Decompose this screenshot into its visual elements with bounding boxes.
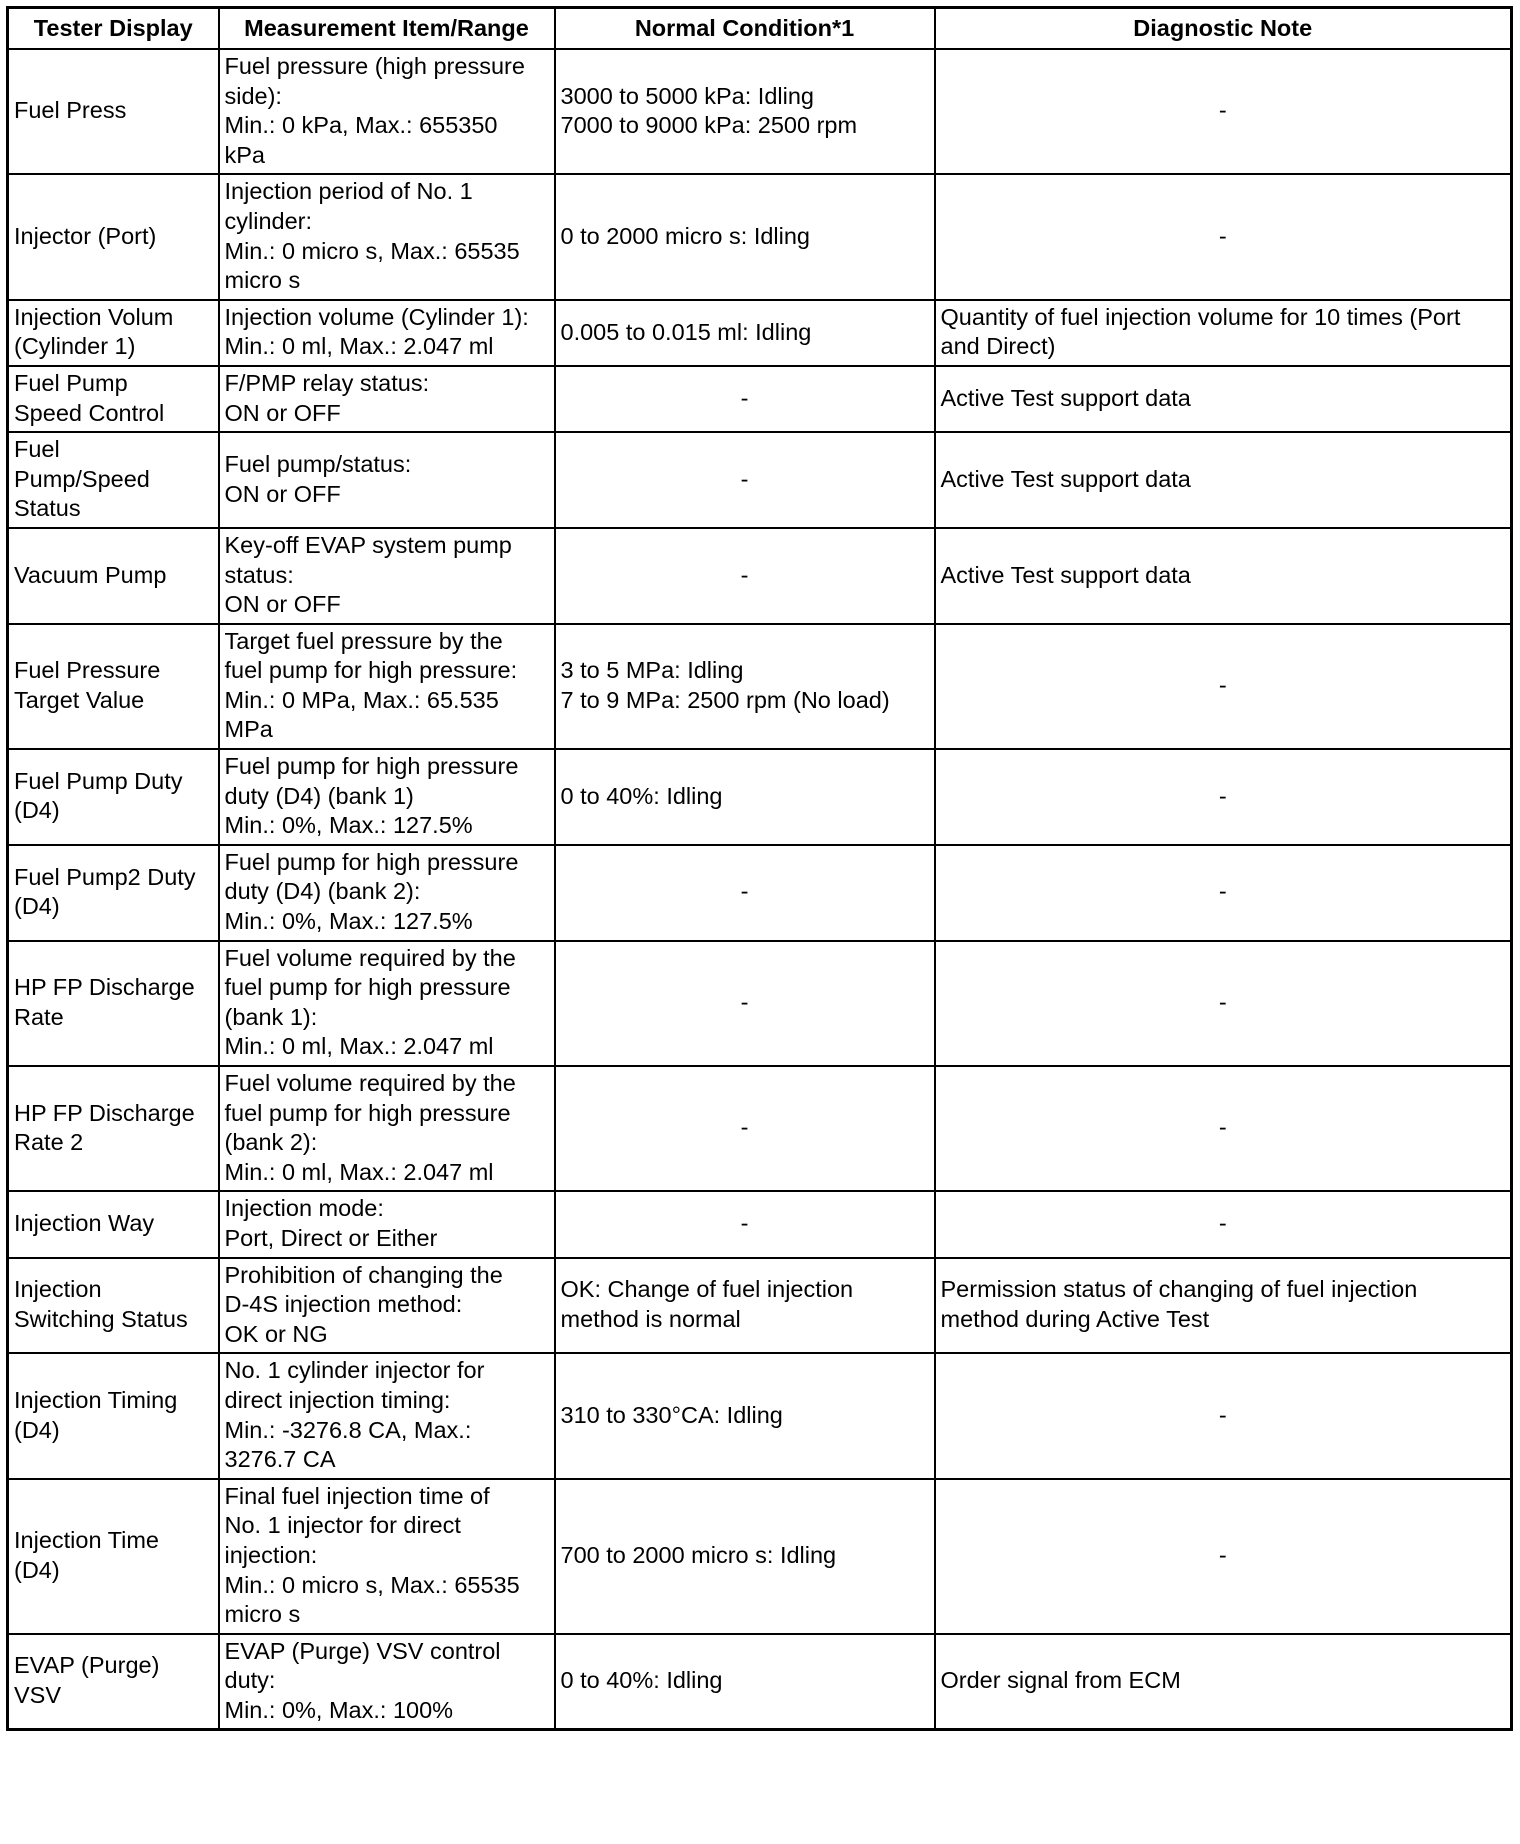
cell-text-line: ON or OFF: [224, 591, 341, 618]
cell-text-line: F/PMP relay status:: [224, 369, 430, 396]
measurement-range-cell: [219, 1479, 555, 1634]
cell-text-line: -: [740, 384, 749, 411]
tester-display-cell: [8, 432, 219, 528]
normal-condition-cell: [555, 749, 935, 845]
cell-text-line: Fuel Press: [14, 97, 127, 124]
tester-display-cell: [8, 49, 219, 174]
measurement-range-cell: [219, 749, 555, 845]
diagnostic-note-cell: [935, 528, 1512, 624]
cell-text-line: Switching Status: [14, 1305, 188, 1332]
cell-text-line: 0 to 40%: Idling: [560, 1667, 723, 1694]
table-row: [8, 1634, 1512, 1730]
cell-text-line: Status: [14, 495, 81, 522]
measurement-range-cell: [219, 1191, 555, 1257]
normal-condition-cell: [555, 300, 935, 366]
cell-text-line: (bank 1):: [224, 1003, 318, 1030]
measurement-range-cell: [219, 528, 555, 624]
cell-text-line: Fuel Pump: [14, 369, 128, 396]
normal-condition-cell: [555, 366, 935, 432]
tester-display-cell: [8, 1066, 219, 1191]
table-row: [8, 749, 1512, 845]
diagnostic-note-cell: [935, 941, 1512, 1066]
table-row: [8, 1191, 1512, 1257]
cell-text-line: Injection period of No. 1: [224, 178, 473, 205]
measurement-range-cell: [219, 300, 555, 366]
cell-text-line: OK or NG: [224, 1320, 328, 1347]
cell-text-line: side):: [224, 82, 282, 109]
cell-text-line: Target Value: [14, 686, 145, 713]
cell-text-line: Target fuel pressure by the: [224, 627, 503, 654]
cell-text-line: Fuel volume required by the: [224, 944, 516, 971]
measurement-range-cell: [219, 1066, 555, 1191]
tester-display-cell: [8, 1191, 219, 1257]
measurement-range-cell: [219, 366, 555, 432]
cell-text-line: Fuel volume required by the: [224, 1070, 516, 1096]
normal-condition-cell: [555, 1479, 935, 1634]
cell-text-line: Min.: 0 micro s, Max.: 65535: [224, 237, 520, 264]
cell-text-line: Fuel pressure (high pressure: [224, 53, 525, 79]
diagnostic-note-cell: [935, 432, 1512, 528]
cell-text-line: duty (D4) (bank 1): [224, 782, 414, 809]
normal-condition-cell: [555, 624, 935, 749]
cell-text-line: duty (D4) (bank 2):: [224, 878, 421, 905]
cell-text-line: Injection Time: [14, 1527, 159, 1554]
normal-condition-cell: [555, 1191, 935, 1257]
cell-text-line: Fuel Pump2 Duty: [14, 863, 196, 890]
cell-text-line: 310 to 330°CA: Idling: [560, 1401, 783, 1428]
cell-text-line: Injection Way: [14, 1210, 155, 1237]
diagnostic-note-cell: [935, 1191, 1512, 1257]
normal-condition-cell: [555, 528, 935, 624]
measurement-range-cell: [219, 624, 555, 749]
cell-text-line: (Cylinder 1): [14, 333, 136, 360]
table-row: [8, 432, 1512, 528]
normal-condition-cell: [555, 1634, 935, 1730]
table-row: [8, 174, 1512, 299]
cell-text-line: -: [1218, 1401, 1227, 1428]
table-row: [8, 366, 1512, 432]
measurement-range-cell: [219, 845, 555, 941]
cell-text-line: Min.: 0 ml, Max.: 2.047 ml: [224, 333, 494, 360]
cell-text-line: Fuel Pressure: [14, 657, 161, 684]
table-row: [8, 49, 1512, 174]
normal-condition-cell: [555, 1066, 935, 1191]
cell-text-line: status:: [224, 561, 294, 588]
cell-text-line: Fuel pump for high pressure: [224, 848, 519, 875]
normal-condition-cell: [555, 845, 935, 941]
cell-text-line: fuel pump for high pressure: [224, 974, 511, 1001]
diagnostic-note-cell: [935, 1066, 1512, 1191]
table-header-row: [8, 8, 1512, 50]
normal-condition-cell: [555, 174, 935, 299]
cell-text-line: 7 to 9 MPa: 2500 rpm (No load): [560, 686, 890, 713]
cell-text-line: method is normal: [560, 1305, 741, 1332]
cell-text-line: -: [740, 561, 749, 588]
diagnostic-note-cell: [935, 624, 1512, 749]
cell-text-line: -: [1218, 989, 1227, 1016]
table-row: [8, 528, 1512, 624]
normal-condition-cell: [555, 1258, 935, 1354]
tester-display-cell: [8, 749, 219, 845]
cell-text-line: No. 1 cylinder injector for: [224, 1357, 485, 1384]
cell-text-line: Min.: 0 kPa, Max.: 655350: [224, 112, 498, 139]
header-measurement-item: Measurement Item/Range: [219, 8, 555, 50]
cell-text-line: 3276.7 CA: [224, 1446, 336, 1473]
cell-text-line: VSV: [14, 1682, 62, 1709]
cell-text-line: -: [1218, 672, 1227, 699]
normal-condition-cell: [555, 941, 935, 1066]
cell-text-line: HP FP Discharge: [14, 974, 195, 1001]
cell-text-line: micro s: [224, 1601, 301, 1628]
normal-condition-cell: [555, 49, 935, 174]
cell-text-line: Fuel Pump Duty: [14, 767, 183, 794]
cell-text-line: cylinder:: [224, 207, 313, 234]
cell-text-line: Min.: 0 micro s, Max.: 65535: [224, 1571, 520, 1598]
diagnostic-note-cell: [935, 174, 1512, 299]
cell-text-line: (D4): [14, 1416, 60, 1443]
data-list-table: [6, 6, 1513, 1731]
header-diagnostic-note: Diagnostic Note: [935, 8, 1512, 50]
table-body: [8, 49, 1512, 1730]
cell-text-line: Min.: 0 ml, Max.: 2.047 ml: [224, 1033, 494, 1060]
cell-text-line: (D4): [14, 893, 60, 920]
measurement-range-cell: [219, 174, 555, 299]
table-row: [8, 1479, 1512, 1634]
tester-display-cell: [8, 300, 219, 366]
diagnostic-note-cell: [935, 749, 1512, 845]
cell-text-line: 3000 to 5000 kPa: Idling: [560, 82, 814, 109]
measurement-range-cell: [219, 432, 555, 528]
cell-text-line: Vacuum Pump: [14, 561, 167, 588]
cell-text-line: Key-off EVAP system pump: [224, 531, 512, 558]
cell-text-line: fuel pump for high pressure: [224, 1099, 511, 1126]
cell-text-line: -: [740, 878, 749, 905]
cell-text-line: Active Test support data: [940, 384, 1191, 411]
diagnostic-note-cell: [935, 366, 1512, 432]
cell-text-line: EVAP (Purge): [14, 1652, 160, 1679]
cell-text-line: 0 to 40%: Idling: [560, 782, 723, 809]
tester-display-cell: [8, 941, 219, 1066]
diagnostic-note-cell: [935, 1634, 1512, 1730]
cell-text-line: Fuel pump for high pressure: [224, 753, 519, 780]
tester-display-cell: [8, 1258, 219, 1354]
cell-text-line: Min.: 0 ml, Max.: 2.047 ml: [224, 1158, 494, 1185]
table-row: [8, 300, 1512, 366]
cell-text-line: Rate 2: [14, 1129, 84, 1156]
tester-display-cell: [8, 624, 219, 749]
tester-display-cell: [8, 1634, 219, 1730]
cell-text-line: MPa: [224, 716, 273, 743]
measurement-range-cell: [219, 1353, 555, 1478]
header-tester-display: Tester Display: [8, 8, 219, 50]
cell-text-line: ON or OFF: [224, 399, 341, 426]
cell-text-line: 0.005 to 0.015 ml: Idling: [560, 318, 812, 345]
measurement-range-cell: [219, 941, 555, 1066]
cell-text-line: -: [1218, 1210, 1227, 1237]
table-row: [8, 1258, 1512, 1354]
cell-text-line: Final fuel injection time of: [224, 1482, 490, 1509]
cell-text-line: Rate: [14, 1003, 64, 1030]
cell-text-line: -: [1218, 1114, 1227, 1141]
table-row: [8, 624, 1512, 749]
cell-text-line: injection:: [224, 1541, 318, 1568]
tester-display-cell: [8, 174, 219, 299]
table-row: [8, 941, 1512, 1066]
cell-text-line: Permission status of changing of fuel injection: [940, 1276, 1418, 1303]
cell-text-line: method during Active Test: [940, 1305, 1210, 1332]
cell-text-line: Min.: 0%, Max.: 127.5%: [224, 812, 473, 839]
cell-text-line: kPa: [224, 141, 265, 168]
cell-text-line: fuel pump for high pressure:: [224, 657, 518, 684]
cell-text-line: micro s: [224, 267, 301, 294]
cell-text-line: Active Test support data: [940, 465, 1191, 492]
diagnostic-note-cell: [935, 49, 1512, 174]
cell-text-line: Order signal from ECM: [940, 1667, 1181, 1694]
cell-text-line: Port, Direct or Either: [224, 1224, 438, 1251]
cell-text-line: HP FP Discharge: [14, 1099, 195, 1126]
cell-text-line: Min.: 0%, Max.: 100%: [224, 1696, 454, 1723]
diagnostic-note-cell: [935, 1353, 1512, 1478]
measurement-range-cell: [219, 49, 555, 174]
header-normal-condition: Normal Condition*1: [555, 8, 935, 50]
cell-text-line: Injection Volum: [14, 303, 174, 330]
tester-display-cell: [8, 528, 219, 624]
cell-text-line: ON or OFF: [224, 480, 341, 507]
tester-display-cell: [8, 366, 219, 432]
cell-text-line: Speed Control: [14, 399, 165, 426]
cell-text-line: -: [1218, 97, 1227, 124]
normal-condition-cell: [555, 1353, 935, 1478]
cell-text-line: 700 to 2000 micro s: Idling: [560, 1541, 837, 1568]
diagnostic-note-cell: [935, 1258, 1512, 1354]
cell-text-line: Active Test support data: [940, 561, 1191, 588]
cell-text-line: Injection mode:: [224, 1195, 384, 1222]
measurement-range-cell: [219, 1634, 555, 1730]
table-row: [8, 845, 1512, 941]
diagnostic-note-cell: [935, 1479, 1512, 1634]
cell-text-line: -: [740, 1114, 749, 1141]
table-row: [8, 1066, 1512, 1191]
cell-text-line: duty:: [224, 1667, 276, 1694]
tester-display-cell: [8, 1479, 219, 1634]
tester-display-cell: [8, 845, 219, 941]
cell-text-line: Injection Timing: [14, 1386, 178, 1413]
cell-text-line: -: [740, 989, 749, 1016]
cell-text-line: Pump/Speed: [14, 465, 150, 492]
tester-display-cell: [8, 1353, 219, 1478]
cell-text-line: -: [1218, 222, 1227, 249]
cell-text-line: -: [740, 1210, 749, 1237]
cell-text-line: Min.: 0 MPa, Max.: 65.535: [224, 686, 499, 713]
cell-text-line: No. 1 injector for direct: [224, 1512, 461, 1539]
cell-text-line: and Direct): [940, 333, 1056, 360]
cell-text-line: 7000 to 9000 kPa: 2500 rpm: [560, 112, 858, 139]
normal-condition-cell: [555, 432, 935, 528]
cell-text-line: Fuel: [14, 436, 60, 463]
cell-text-line: 0 to 2000 micro s: Idling: [560, 222, 810, 249]
cell-text-line: -: [1218, 782, 1227, 809]
measurement-range-cell: [219, 1258, 555, 1354]
diagnostic-note-cell: [935, 845, 1512, 941]
cell-text-line: Injector (Port): [14, 222, 157, 249]
cell-text-line: Prohibition of changing the: [224, 1261, 503, 1288]
cell-text-line: Injection: [14, 1276, 102, 1303]
cell-text-line: -: [740, 465, 749, 492]
cell-text-line: (bank 2):: [224, 1129, 318, 1156]
cell-text-line: Quantity of fuel injection volume for 10 times (Port: [940, 303, 1461, 330]
cell-text-line: (D4): [14, 797, 60, 824]
cell-text-line: OK: Change of fuel injection: [560, 1276, 854, 1303]
table-row: [8, 1353, 1512, 1478]
cell-text-line: -: [1218, 878, 1227, 905]
cell-text-line: direct injection timing:: [224, 1386, 451, 1413]
cell-text-line: D-4S injection method:: [224, 1291, 463, 1318]
cell-text-line: Min.: -3276.8 CA, Max.:: [224, 1416, 472, 1443]
cell-text-line: Min.: 0%, Max.: 127.5%: [224, 908, 473, 935]
cell-text-line: Fuel pump/status:: [224, 450, 412, 477]
cell-text-line: Injection volume (Cylinder 1):: [224, 303, 529, 330]
cell-text-line: EVAP (Purge) VSV control: [224, 1637, 501, 1664]
cell-text-line: -: [1218, 1541, 1227, 1568]
cell-text-line: 3 to 5 MPa: Idling: [560, 657, 744, 684]
diagnostic-note-cell: [935, 300, 1512, 366]
cell-text-line: (D4): [14, 1556, 60, 1583]
